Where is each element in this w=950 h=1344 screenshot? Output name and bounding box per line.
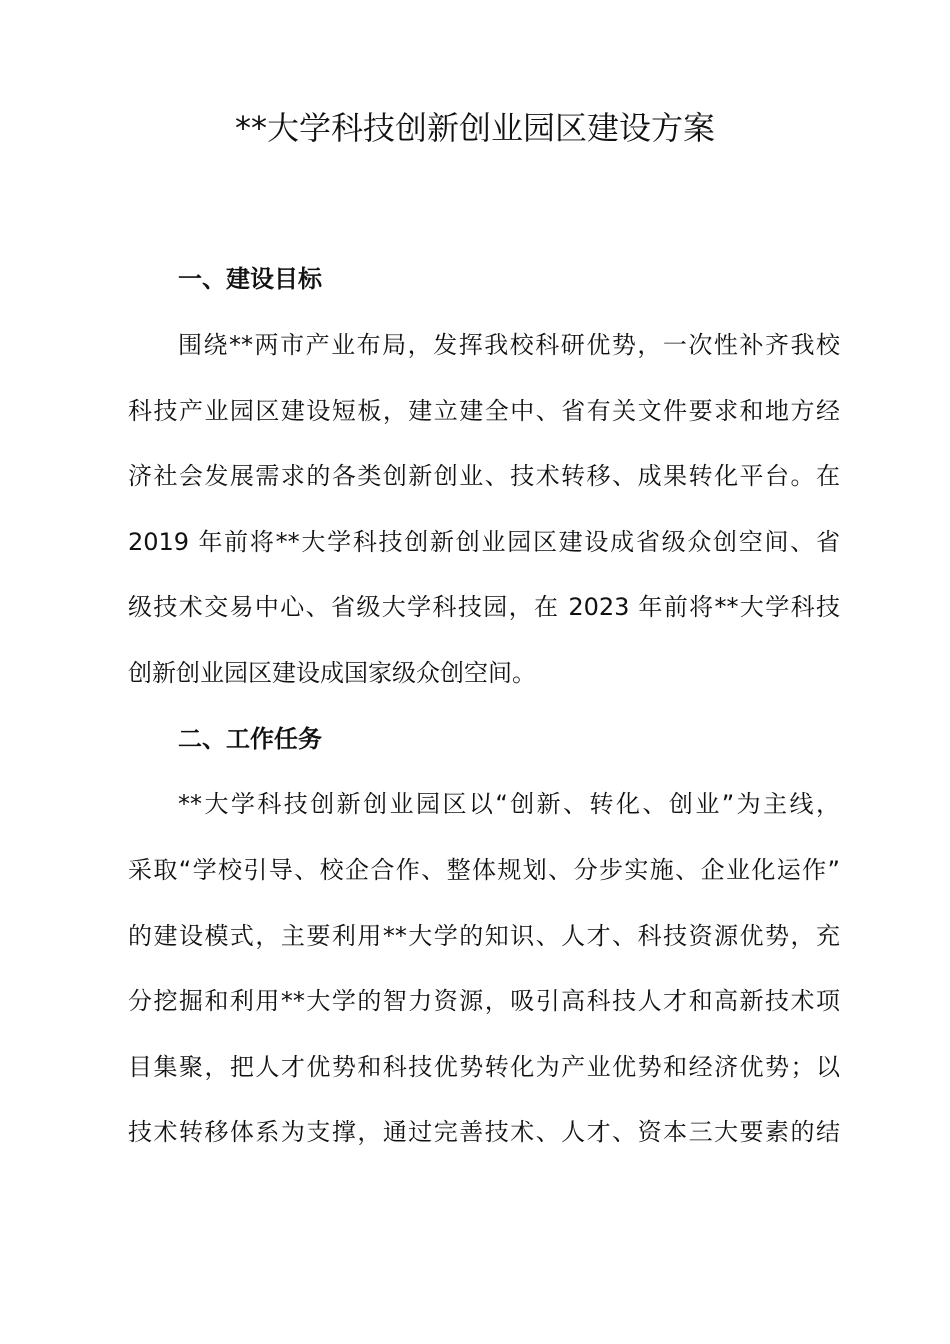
paragraph-line: 的建设模式，主要利用**大学的知识、人才、科技资源优势，充: [128, 922, 840, 950]
paragraph-line: 技术转移体系为支撑，通过完善技术、人才、资本三大要素的结: [128, 1118, 840, 1146]
paragraph-line: 科技产业园区建设短板，建立建全中、省有关文件要求和地方经: [128, 397, 840, 425]
paragraph-line: 分挖掘和利用**大学的智力资源，吸引高科技人才和高新技术项: [128, 987, 840, 1015]
paragraph-line: 2019 年前将**大学科技创新创业园区建设成省级众创空间、省: [128, 528, 840, 556]
paragraph-line: 级技术交易中心、省级大学科技园，在 2023 年前将**大学科技: [128, 593, 840, 621]
paragraph-line: 围绕**两市产业布局，发挥我校科研优势，一次性补齐我校: [178, 331, 840, 359]
paragraph-line: 创新创业园区建设成国家级众创空间。: [128, 659, 536, 687]
paragraph-line: 采取“学校引导、校企合作、整体规划、分步实施、企业化运作”: [128, 856, 840, 884]
paragraph-line: **大学科技创新创业园区以“创新、转化、创业”为主线，: [178, 790, 840, 818]
paragraph-line: 目集聚，把人才优势和科技优势转化为产业优势和经济优势；以: [128, 1053, 840, 1081]
section-heading-tasks: 二、工作任务: [178, 725, 322, 753]
paragraph-line: 济社会发展需求的各类创新创业、技术转移、成果转化平台。在: [128, 462, 840, 490]
section-heading-goals: 一、建设目标: [178, 265, 322, 293]
document-title: **大学科技创新创业园区建设方案: [234, 109, 715, 147]
